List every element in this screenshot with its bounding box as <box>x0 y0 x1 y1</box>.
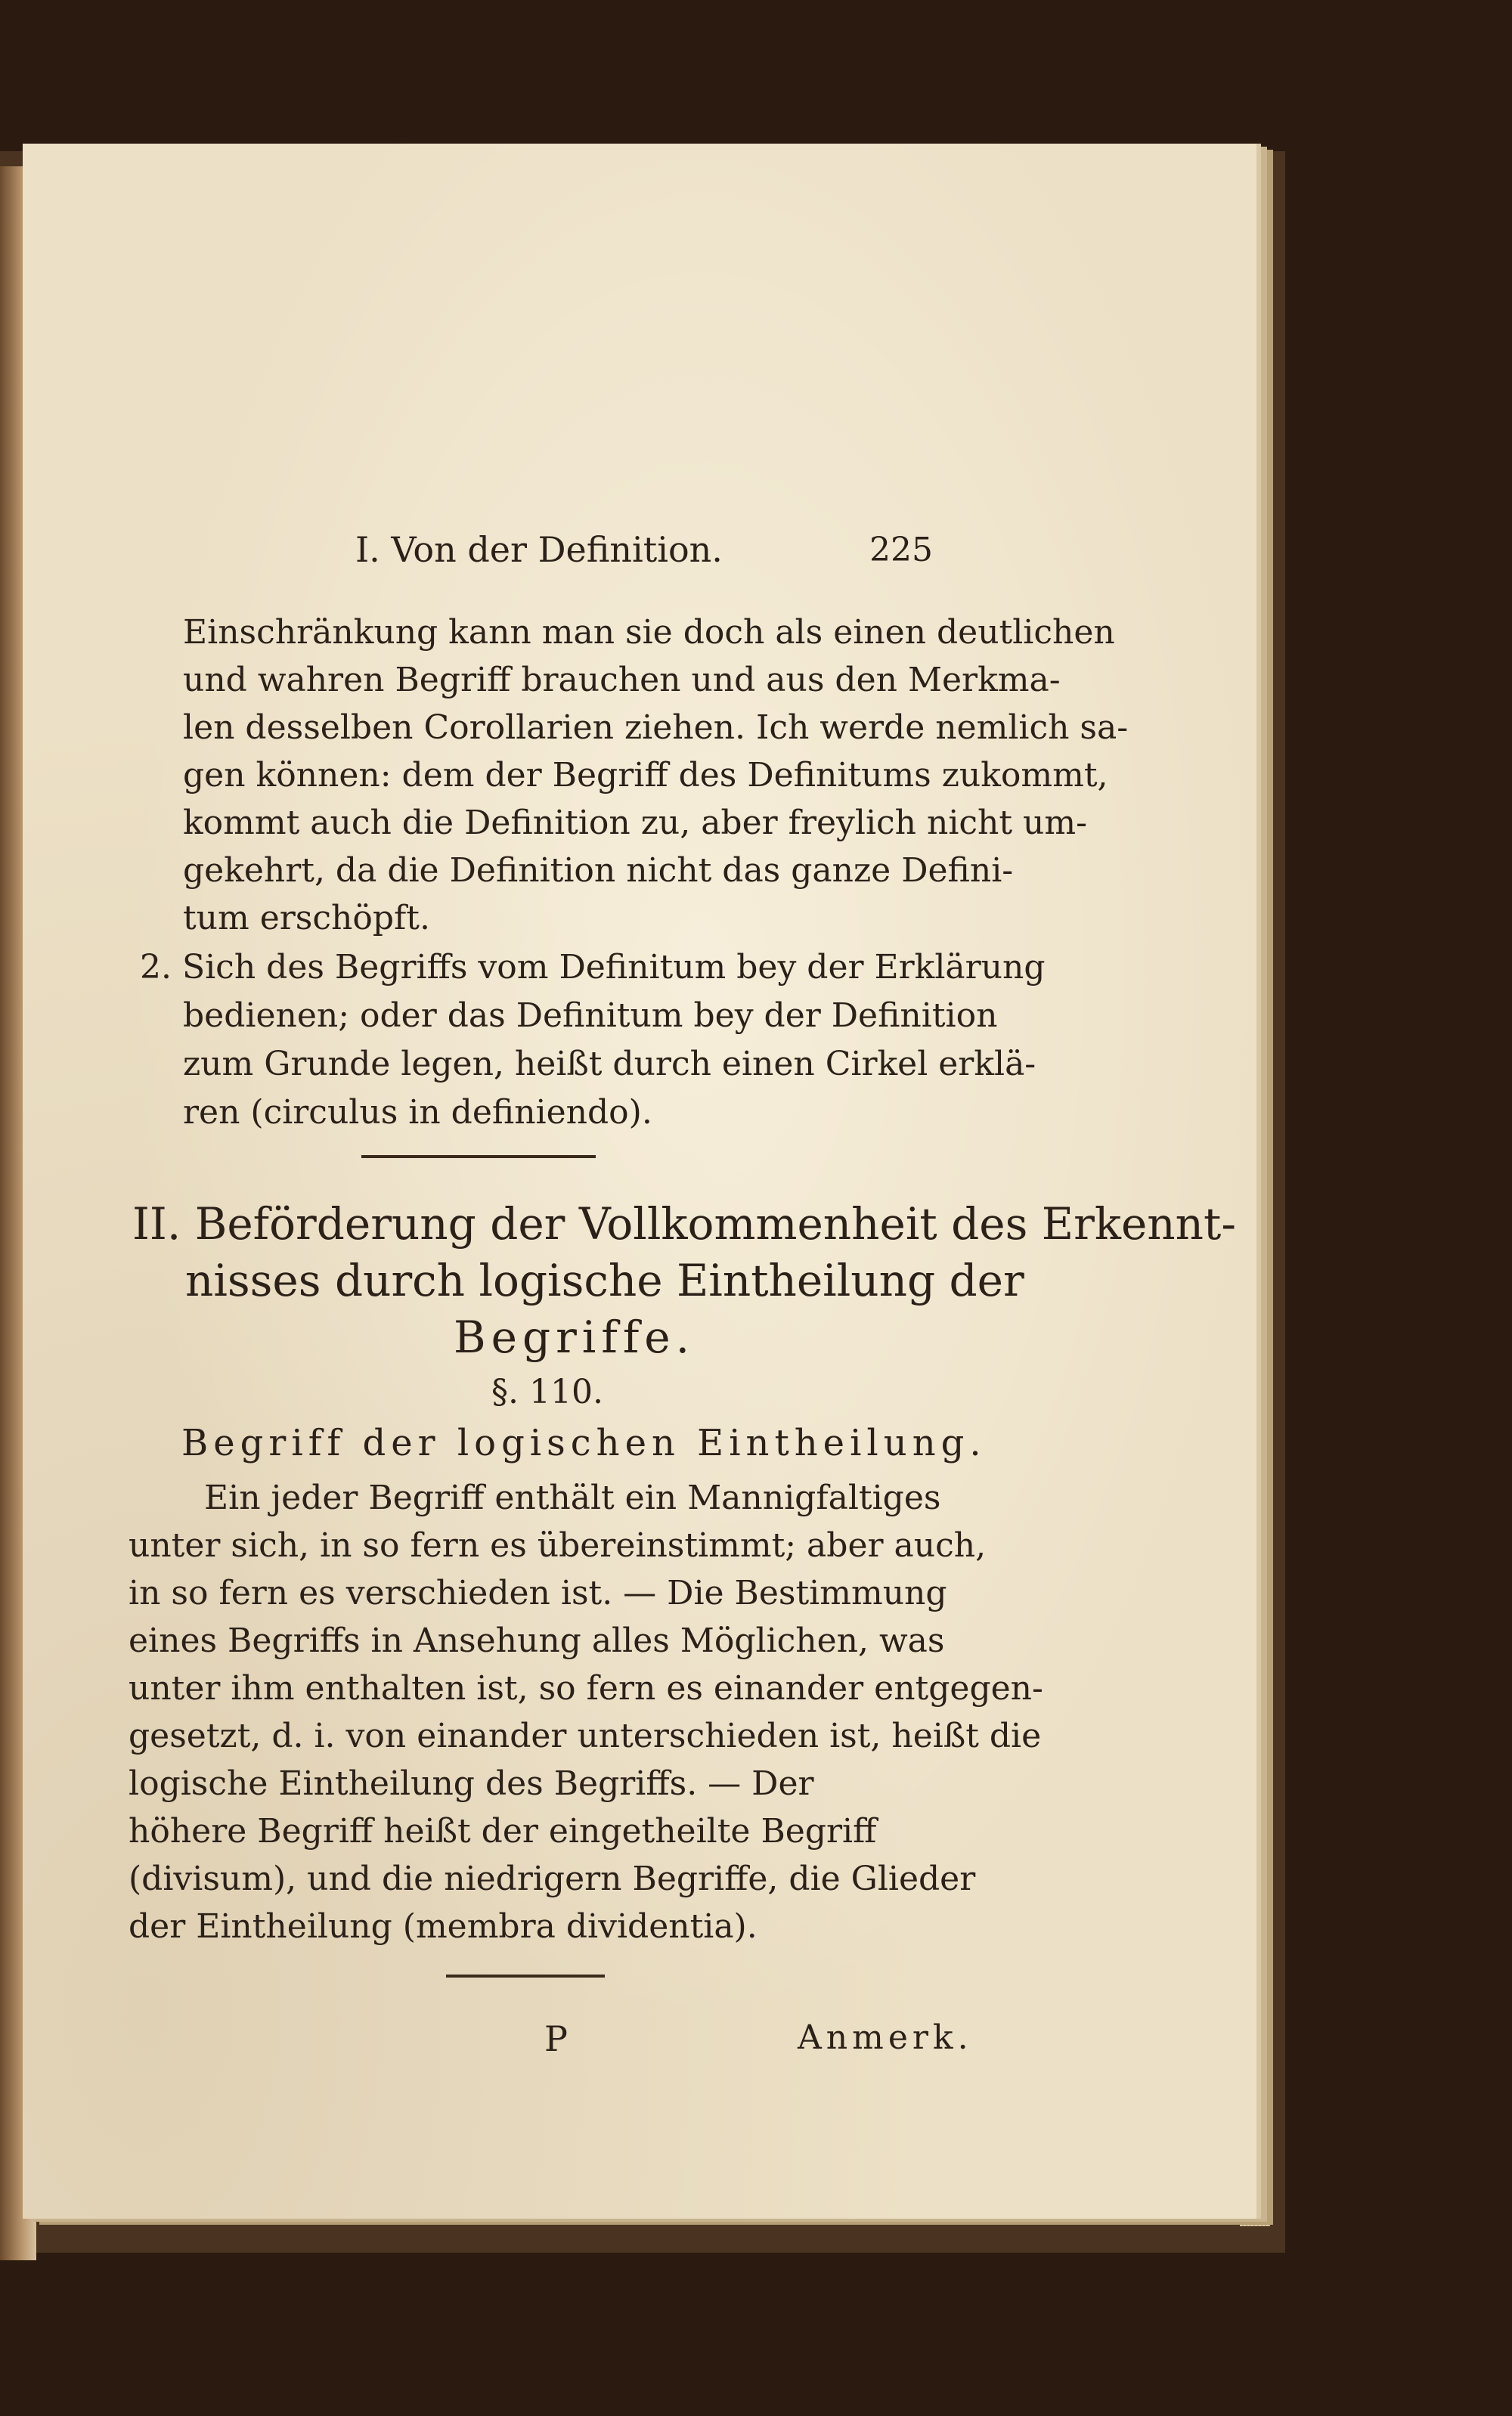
section-divider <box>361 1155 596 1158</box>
book-page <box>23 144 1256 2219</box>
body-line: Ein jeder Begriff enthält ein Mannigfaltiges <box>204 1479 941 1517</box>
list-item-2-line: zum Grunde legen, heißt durch einen Cirkel erklä- <box>183 1045 1036 1083</box>
body-line: unter sich, in so fern es übereinstimmt; aber auch, <box>129 1526 987 1565</box>
page-number: 225 <box>869 531 933 569</box>
body-line: höhere Begriff heißt der eingetheilte Begriff <box>129 1812 877 1851</box>
body-line: eines Begriffs in Ansehung alles Möglichen, was <box>129 1622 945 1660</box>
body-line: der Eintheilung (membra dividentia). <box>129 1907 758 1946</box>
paragraph-subtitle: Begriff der logischen Eintheilung. <box>181 1422 987 1464</box>
section-heading-line: Begriffe. <box>454 1312 696 1363</box>
list-item-2-line: bedienen; oder das Definitum bey der Definition <box>183 996 998 1035</box>
list-item-2-line: 2. Sich des Begriffs vom Definitum bey der Erklärung <box>140 948 1046 987</box>
text-line: len desselben Corollarien ziehen. Ich werde nemlich sa- <box>183 708 1129 747</box>
end-divider <box>446 1975 605 1978</box>
page-content <box>23 144 1256 2219</box>
body-line: logische Eintheilung des Begriffs. — Der <box>129 1764 814 1803</box>
body-line: (divisum), und die niedrigern Begriffe, die Glieder <box>129 1860 976 1898</box>
paragraph-number: §. 110. <box>491 1373 603 1411</box>
text-line: und wahren Begriff brauchen und aus den Merkma- <box>183 661 1061 699</box>
list-item-2-line: ren (circulus in definiendo). <box>183 1093 652 1132</box>
running-header: I. Von der Definition. <box>355 529 723 570</box>
text-line: tum erschöpft. <box>183 899 430 937</box>
body-line: gesetzt, d. i. von einander unterschieden ist, heißt die <box>129 1717 1042 1755</box>
signature-mark: P <box>544 2018 568 2059</box>
catchword: Anmerk. <box>798 2018 973 2057</box>
body-line: unter ihm enthalten ist, so fern es einander entgegen- <box>129 1669 1043 1708</box>
text-line: kommt auch die Definition zu, aber freylich nicht um- <box>183 804 1087 842</box>
section-heading-line: II. Beförderung der Vollkommenheit des Erkennt- <box>132 1198 1236 1250</box>
body-line: in so fern es verschieden ist. — Die Bestimmung <box>129 1574 947 1612</box>
text-line: gekehrt, da die Definition nicht das ganze Defini- <box>183 851 1014 890</box>
section-heading-line: nisses durch logische Eintheilung der <box>185 1255 1024 1306</box>
text-line: gen können: dem der Begriff des Definitums zukommt, <box>183 756 1108 794</box>
text-line: Einschränkung kann man sie doch als einen deutlichen <box>183 613 1115 652</box>
